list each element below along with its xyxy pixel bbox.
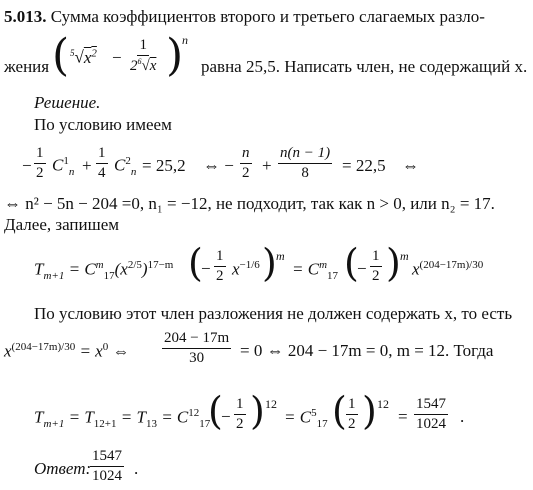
frac-n-over-2: $\frac{n}{2}$ [242, 145, 250, 181]
problem-text-1: Сумма коэффициентов второго и третьего слагаемых разло- [50, 7, 485, 26]
frac-204: $\frac{204 - 17m}{30}$ [164, 330, 230, 366]
frac-half-4: $\frac{1}{2}$ [236, 396, 244, 432]
eq2-minus-2: − [357, 259, 367, 278]
problem-line-1 [4, 8, 485, 25]
problem-number: 5.013. [4, 7, 47, 26]
eq1-iff-1: ⇔ − [203, 156, 234, 175]
eq4-equals: = [398, 407, 408, 426]
frac-half-2: $\frac{1}{2}$ [216, 248, 224, 284]
eq4-exp-12-1: 12 [265, 397, 277, 411]
eq2-paren-open-1: ( [188, 241, 203, 285]
minus: − [112, 48, 122, 67]
eq4-minus: − [221, 407, 231, 426]
eq3-x-power: $x^{(204-17m)/30} = x^0$ ⇔ [4, 341, 130, 361]
frac-1-over-2root: $\frac{1}{2^6√x}$ [130, 37, 157, 74]
paren-open: ( [52, 30, 70, 81]
eq3-tail: = 0 ⇔ 204 − 17m = 0, m = 12. Тогда [240, 341, 494, 360]
eq2-x-power: $x^{-1/6}$ [232, 259, 260, 279]
problem-line-2-suffix: равна 25,5. Написать член, не содержащий x. [201, 57, 528, 76]
frac-quarter: $\frac{1}{4}$ [98, 145, 106, 181]
eq4-paren-open-1: ( [208, 389, 223, 433]
eq1-left-value: = 25,2 [142, 156, 186, 175]
frac-half-5: $\frac{1}{2}$ [348, 396, 356, 432]
eq2-x-final: $x^{(204-17m)/30}$ [412, 259, 484, 279]
eq4-period: . [460, 407, 465, 426]
paren-close: ) [166, 30, 184, 81]
answer-period: . [134, 459, 139, 478]
further-line: Далее, запишем [4, 215, 119, 234]
eq2-c: = $C^m_{17}$ [292, 259, 339, 283]
eq2-exp-m-1: m [276, 249, 285, 263]
eq2-minus-1: − [201, 259, 211, 278]
frac-half-1: $\frac{1}{2}$ [36, 145, 44, 181]
frac-nn1-over-8: $\frac{n(n - 1)}{8}$ [280, 145, 331, 181]
frac-result: $\frac{1547}{1024}$ [416, 396, 446, 432]
eq2-paren-close-2: ) [386, 241, 401, 285]
eq4-paren-open-2: ( [332, 389, 347, 433]
exponent-n: n [182, 33, 188, 47]
eq2-exp-m-2: m [400, 249, 409, 263]
eq2-paren-open-2: ( [344, 241, 359, 285]
eq4-exp-12-2: 12 [377, 397, 389, 411]
solution-heading: Решение. [34, 93, 101, 112]
root-x2: $^5√x^2$ [70, 47, 97, 67]
eq1-plus: + [82, 156, 92, 175]
eq2-paren-close-1: ) [262, 241, 277, 285]
answer-fraction: $\frac{1547}{1024}$ [92, 448, 122, 484]
eq1-c2: $C^2_n$ [114, 155, 137, 179]
frac-half-3: $\frac{1}{2}$ [372, 248, 380, 284]
eq4-term: $T_{m+1} = T_{12+1} = T_{13} = C^{12}_{17}$ [34, 407, 211, 431]
answer-label: Ответ: [34, 459, 92, 478]
quadratic-line: ⇔ n² − 5n − 204 =0, n₁ = −12, не подходит, так как n > 0, или n₂ = 17. [4, 194, 495, 213]
eq1-right-value: = 22,5 [342, 156, 386, 175]
condition-line: По условию этот член разложения не должен содержать x, то есть [34, 304, 513, 323]
eq4-paren-close-1: ) [250, 389, 265, 433]
eq2-term: $T_{m+1} = C^m_{17}(x^{2/5})^{17-m}$ [34, 259, 174, 283]
eq1-c1: $C^1_n$ [52, 155, 75, 179]
problem-line-2-prefix: жения [4, 57, 50, 76]
eq1-plus-2: + [262, 156, 272, 175]
eq1-minus: − [22, 156, 32, 175]
solution-intro: По условию имеем [34, 115, 172, 134]
eq4-paren-close-2: ) [362, 389, 377, 433]
eq4-c5: = $C^5_{17}$ [284, 407, 328, 431]
eq1-iff-2: ⇔ [402, 156, 419, 175]
